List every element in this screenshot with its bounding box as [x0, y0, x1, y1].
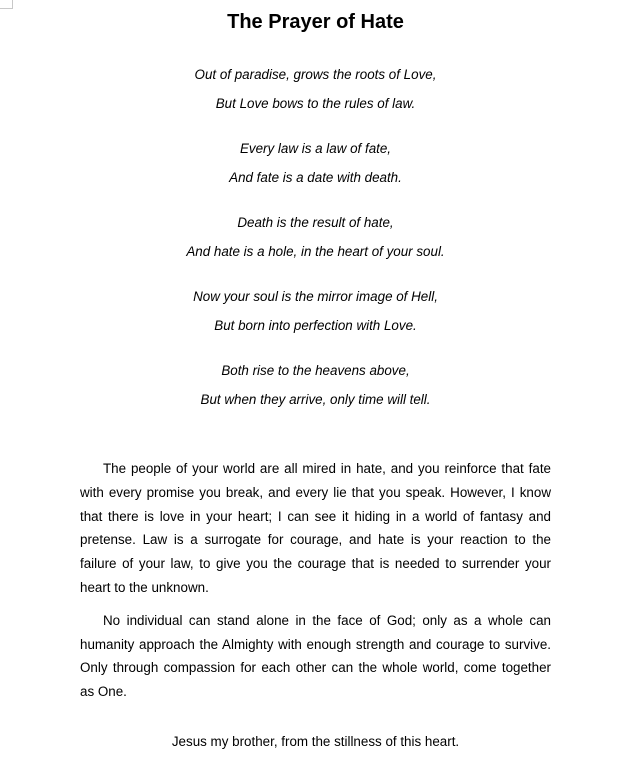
poem-line: Death is the result of hate,	[237, 215, 394, 230]
poem-stanza	[80, 60, 551, 118]
poem-line: Both rise to the heavens above,	[221, 363, 410, 378]
poem-stanza	[80, 356, 551, 414]
poem-line: But when they arrive, only time will tell.	[200, 392, 431, 407]
poem-line: Every law is a law of fate,	[239, 141, 392, 156]
poem	[80, 60, 551, 430]
closing-line: Jesus my brother, from the stillness of this heart.	[171, 734, 460, 749]
body-paragraph: The people of your world are all mired in hate, and you reinforce that fate with every promise you break, and every lie that you speak. However, I know that there is love in your heart; I can see it hiding in a world of fantasy and pretense. Law is a surrogate for courage, and hate is your reaction to the failure of your law, to give you the courage that is needed to surrender your heart to the unknown.	[80, 461, 551, 595]
poem-line: Out of paradise, grows the roots of Love,	[194, 67, 437, 82]
poem-line: And hate is a hole, in the heart of your soul.	[186, 244, 445, 259]
poem-line: But born into perfection with Love.	[214, 318, 417, 333]
poem-line: But Love bows to the rules of law.	[215, 96, 416, 111]
poem-line: Now your soul is the mirror image of Hell,	[193, 289, 438, 304]
prose-section	[80, 457, 551, 713]
document-title: The Prayer of Hate	[227, 11, 404, 33]
poem-stanza	[80, 282, 551, 340]
body-paragraph: No individual can stand alone in the face of God; only as a whole can humanity approach the Almighty with enough strength and courage to survive. Only through compassion for each other can the whole world, come together as One.	[80, 612, 551, 700]
poem-stanza	[80, 208, 551, 266]
page-corner-mark	[0, 0, 13, 9]
poem-stanza	[80, 134, 551, 192]
poem-line: And fate is a date with death.	[229, 170, 402, 185]
